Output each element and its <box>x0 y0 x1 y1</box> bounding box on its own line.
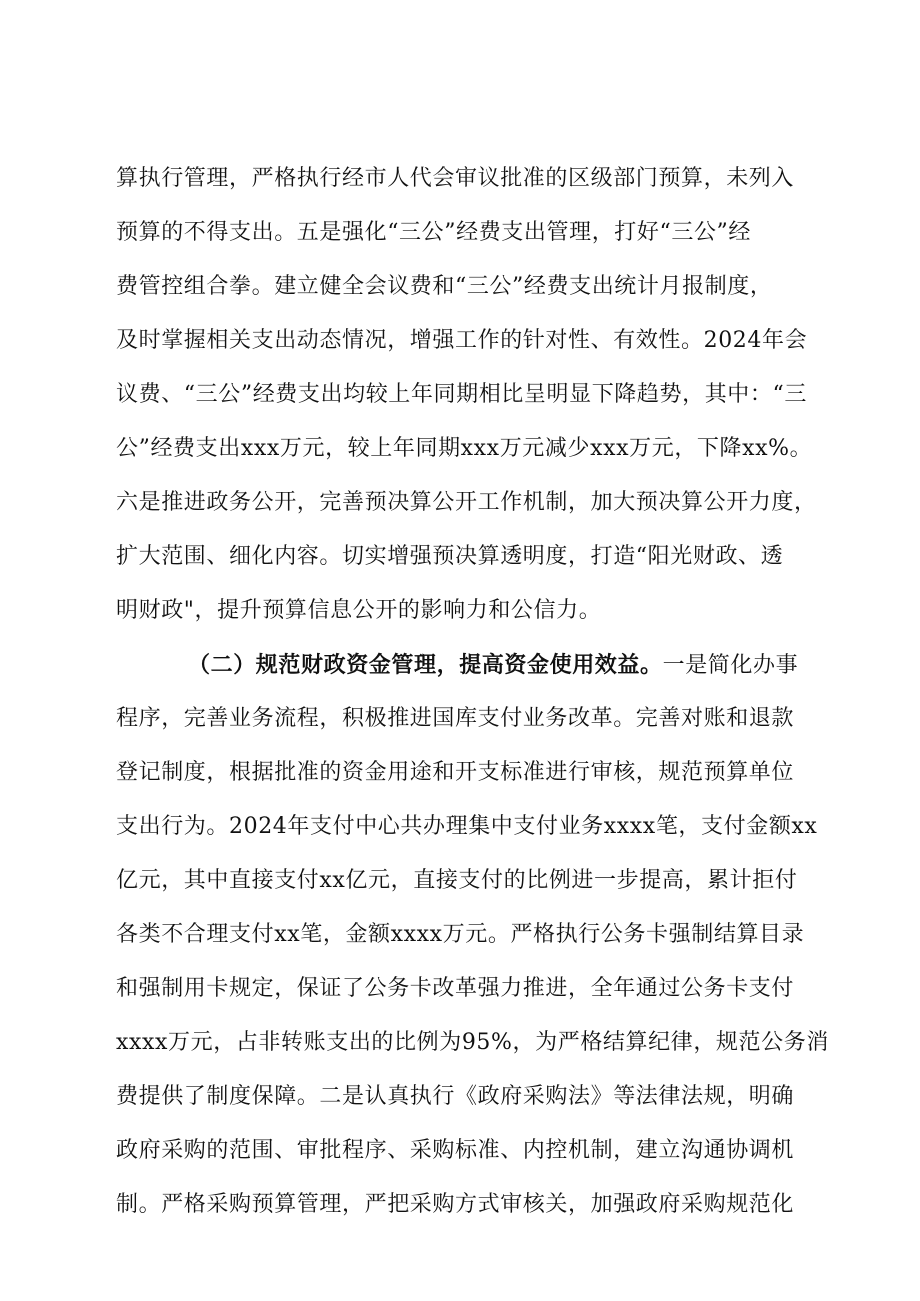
paragraph-1-line-9: 明财政"，提升预算信息公开的影响力和公信力。 <box>116 598 602 623</box>
paragraph-1-line-2: 预算的不得支出。五是强化“三公”经费支出管理，打好“三公”经 <box>116 220 751 245</box>
paragraph-2-line-10: 政府采购的范围、审批程序、采购标准、内控机制，建立沟通协调机 <box>116 1138 795 1163</box>
paragraph-2-line-6: 各类不合理支付xx笔，金额xxxx万元。严格执行公务卡强制结算目录 <box>116 922 805 947</box>
paragraph-1-line-1: 算执行管理，严格执行经市人代会审议批准的区级部门预算，未列入 <box>116 166 795 191</box>
paragraph-1-line-5: 议费、“三公”经费支出均较上年同期相比呈明显下降趋势，其中：“三 <box>116 382 807 407</box>
paragraph-1-line-4: 及时掌握相关支出动态情况，增强工作的针对性、有效性。2024年会 <box>116 328 808 353</box>
paragraph-2-line-11: 制。严格采购预算管理，严把采购方式审核关，加强政府采购规范化 <box>116 1192 795 1217</box>
paragraph-1-line-7: 六是推进政务公开，完善预决算公开工作机制，加大预决算公开力度， <box>116 490 817 515</box>
paragraph-1-line-6: 公”经费支出xxx万元，较上年同期xxx万元减少xxx万元，下降xx%。 <box>116 436 813 461</box>
paragraph-1-line-8: 扩大范围、细化内容。切实增强预决算透明度，打造“阳光财政、透 <box>116 544 784 569</box>
paragraph-2-line-1-rest: 一是简化办事 <box>662 653 799 678</box>
paragraph-2-line-9: 费提供了制度保障。二是认真执行《政府采购法》等法律法规，明确 <box>116 1084 795 1109</box>
paragraph-2-line-4: 支出行为。2024年支付中心共办理集中支付业务xxxx笔，支付金额xx <box>116 814 818 839</box>
paragraph-2-line-8: xxxx万元，占非转账支出的比例为95%，为严格结算纪律，规范公务消 <box>116 1030 829 1055</box>
paragraph-2-line-2: 程序，完善业务流程，积极推进国库支付业务改革。完善对账和退款 <box>116 706 795 731</box>
paragraph-2-line-7: 和强制用卡规定，保证了公务卡改革强力推进，全年通过公务卡支付 <box>116 976 795 1001</box>
paragraph-2-line-1 <box>188 650 798 680</box>
paragraph-1-line-3: 费管控组合拳。建立健全会议费和“三公”经费支出统计月报制度， <box>116 274 773 299</box>
paragraph-2-line-5: 亿元，其中直接支付xx亿元，直接支付的比例进一步提高，累计拒付 <box>116 868 798 893</box>
section-heading: （二）规范财政资金管理，提高资金使用效益。 <box>188 652 663 678</box>
paragraph-2-line-3: 登记制度，根据批准的资金用途和开支标准进行审核，规范预算单位 <box>116 760 795 785</box>
